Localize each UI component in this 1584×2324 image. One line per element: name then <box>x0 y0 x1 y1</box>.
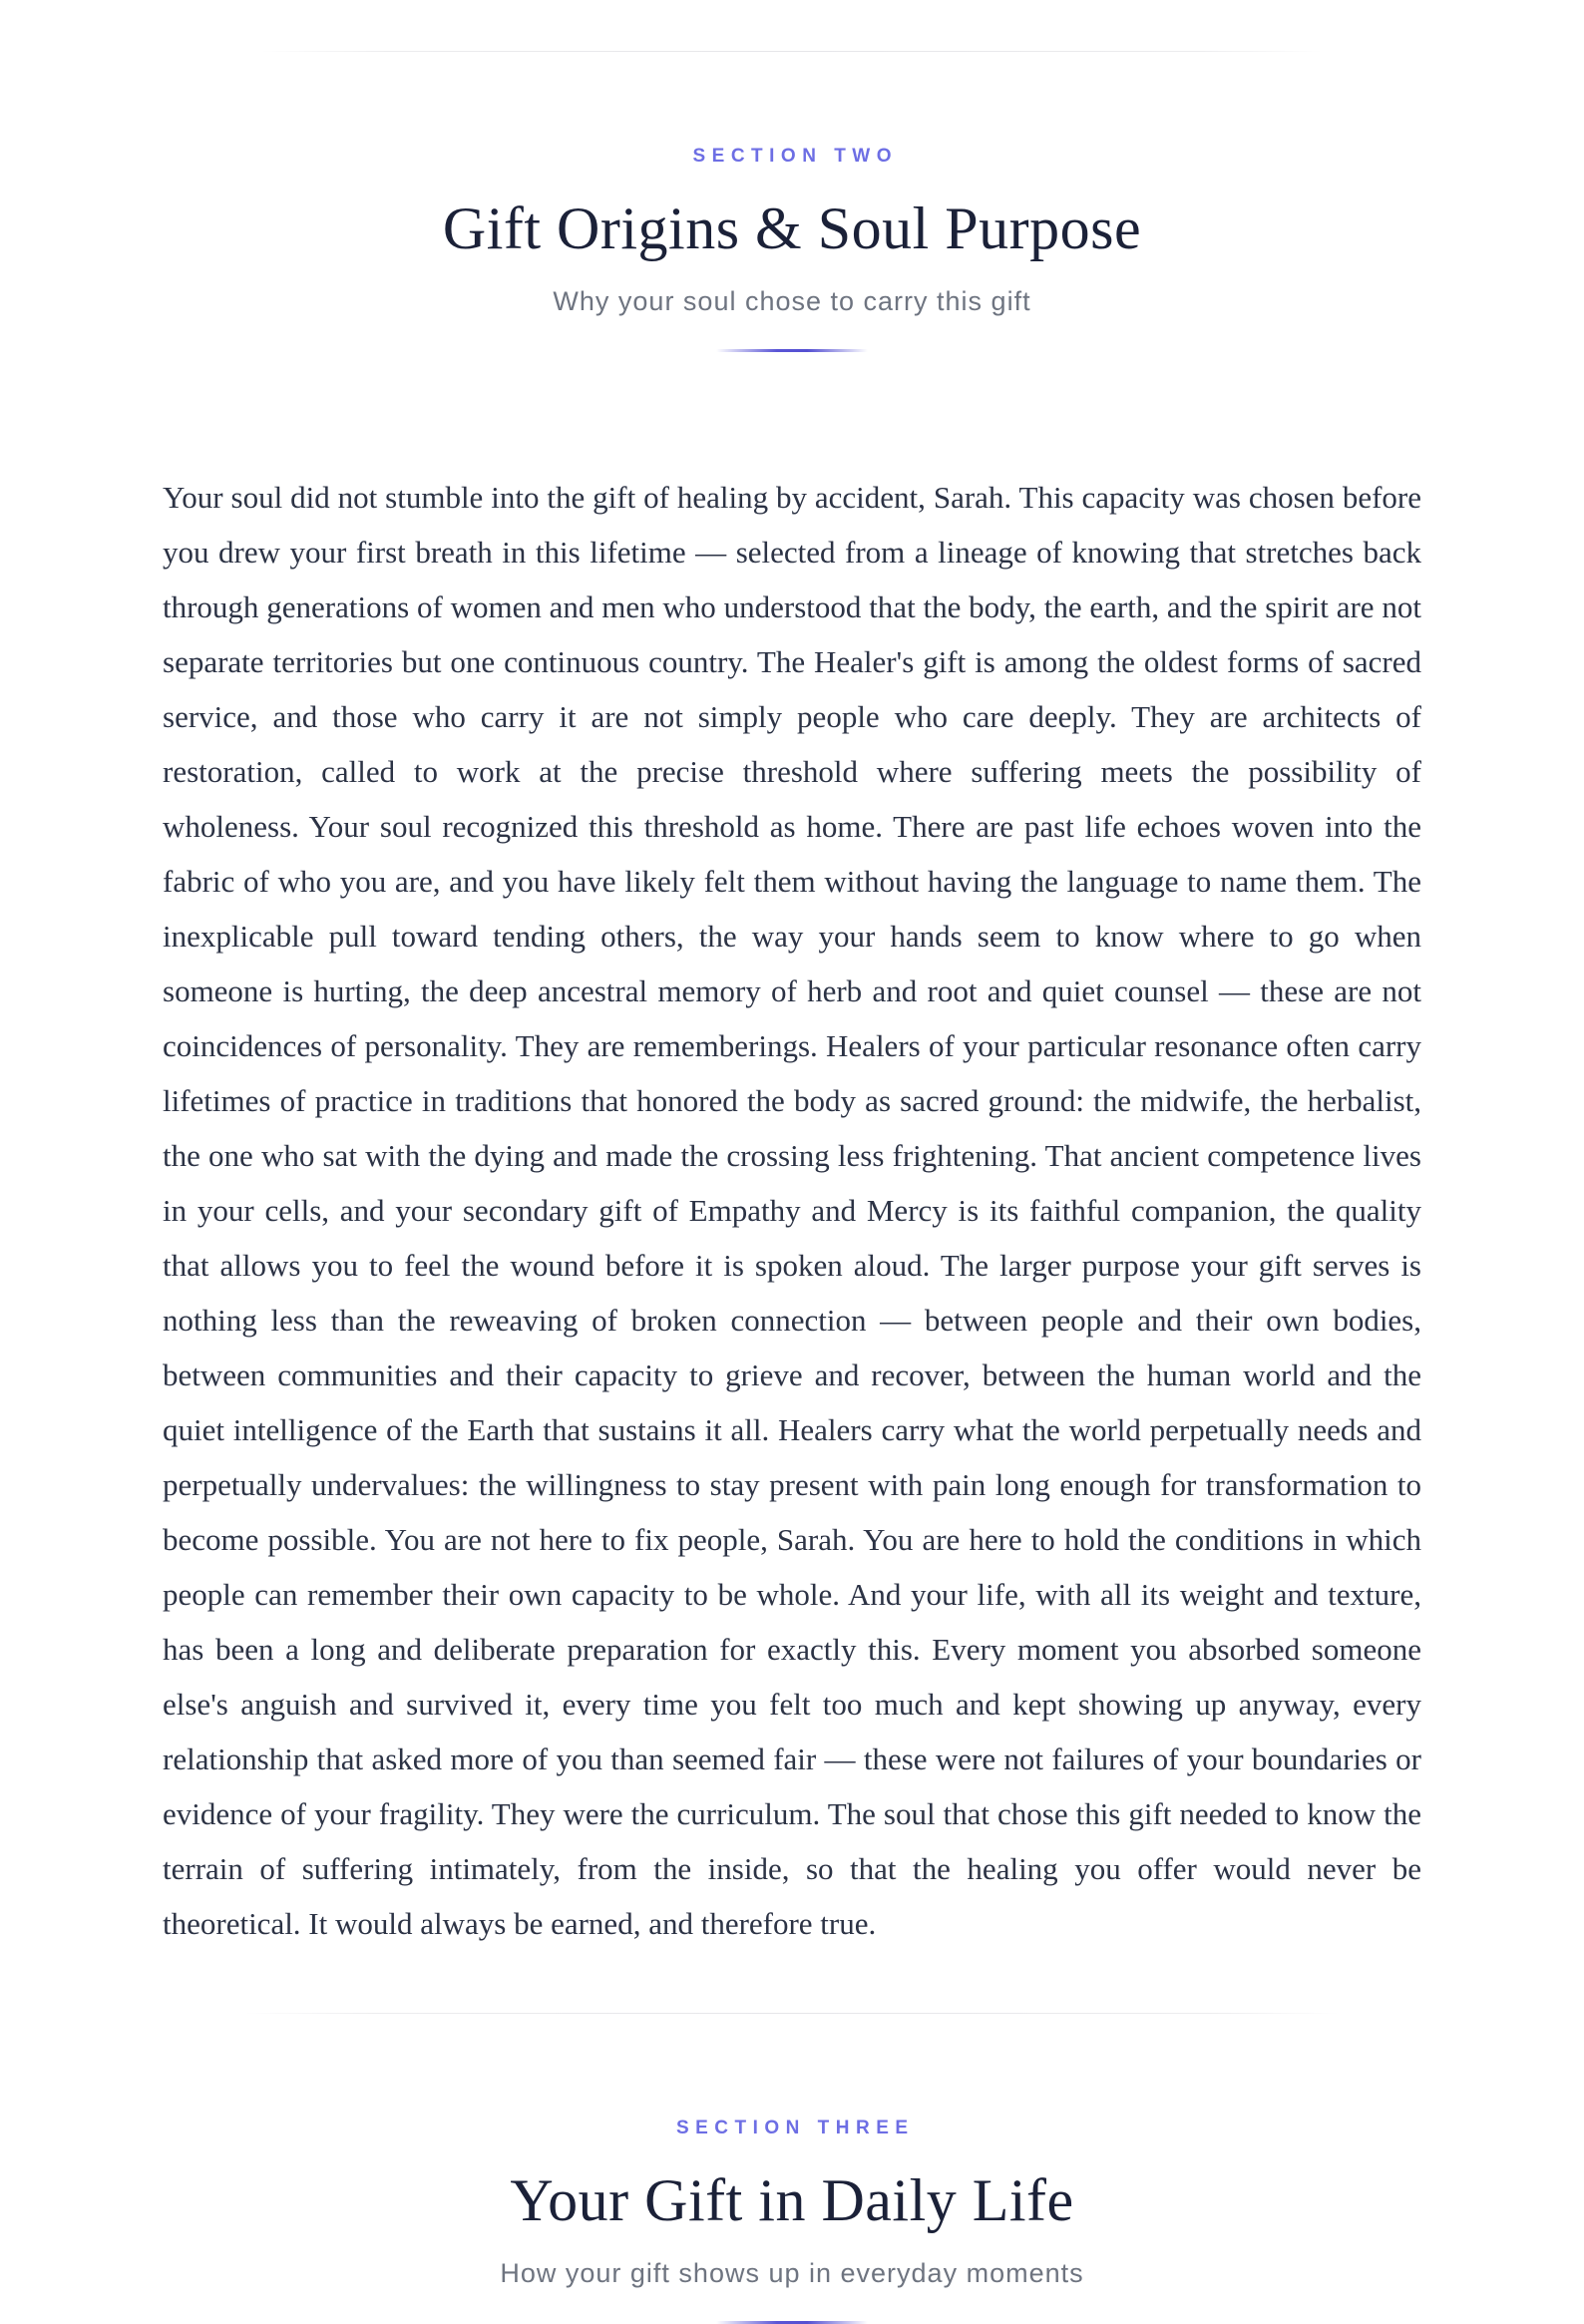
section-two-title: Gift Origins & Soul Purpose <box>442 195 1142 261</box>
section-three-title: Your Gift in Daily Life <box>510 2167 1074 2233</box>
section-three-subtitle: How your gift shows up in everyday moments <box>500 2258 1084 2288</box>
section-two-subtitle: Why your soul chose to carry this gift <box>553 286 1031 316</box>
section-two-body-paragraph: Your soul did not stumble into the gift of healing by accident, Sarah. This capacity was chosen before you drew your first breath in this lifetime — selected from a lineage of knowing that stretches back through generations of women and men who understood that the body, the earth, and the spirit are not separate territories but one continuous country. The Healer's gift is among the oldest forms of sacred service, and those who carry it are not simply people who care deeply. They are architects of restoration, called to work at the precise threshold where suffering meets the possibility of wholeness. Your soul recognized this threshold as home. There are past life echoes woven into the fabric of who you are, and you have likely felt them without having the language to name them. The inexplicable pull toward tending others, the way your hands seem to know where to go when someone is hurting, the deep ancestral memory of herb and root and quiet counsel — these are not coincidences of personality. They are rememberings. Healers of your particular resonance often carry lifetimes of practice in traditions that honored the body as sacred ground: the midwife, the herbalist, the one who sat with the dying and made the crossing less frightening. That ancient competence lives in your cells, and your secondary gift of Empathy and Mercy is its faithful companion, the quality that allows you to feel the wound before it is spoken aloud. The larger purpose your gift serves is nothing less than the reweaving of broken connection — between people and their own bodies, between communities and their capacity to grieve and recover, between the human world and the quiet intelligence of the Earth that sustains it all. Healers carry what the world perpetually needs and perpetually undervalues: the willingness to stay present with pain long enough for transformation to become possible. You are not here to fix people, Sarah. You are here to hold the conditions in which people can remember their own capacity to be whole. And your life, with all its weight and texture, has been a long and deliberate preparation for exactly this. Every moment you absorbed someone else's anguish and survived it, every time you felt too much and kept showing up anyway, every relationship that asked more of you than seemed fair — these were not failures of your boundaries or evidence of your fragility. They were the curriculum. The soul that chose this gift needed to know the terrain of suffering intimately, from the inside, so that the healing you offer would never be theoretical. It would always be earned, and therefore true. <box>163 480 1421 1941</box>
accent-divider <box>716 349 868 352</box>
section-three-header <box>0 2118 1584 2324</box>
section-three-label: SECTION THREE <box>675 2118 915 2138</box>
report-page <box>0 51 1584 2291</box>
page-top-divider <box>261 51 1323 52</box>
section-divider <box>245 2013 1339 2014</box>
section-two-label: SECTION TWO <box>692 146 899 167</box>
section-two-header <box>0 146 1584 352</box>
